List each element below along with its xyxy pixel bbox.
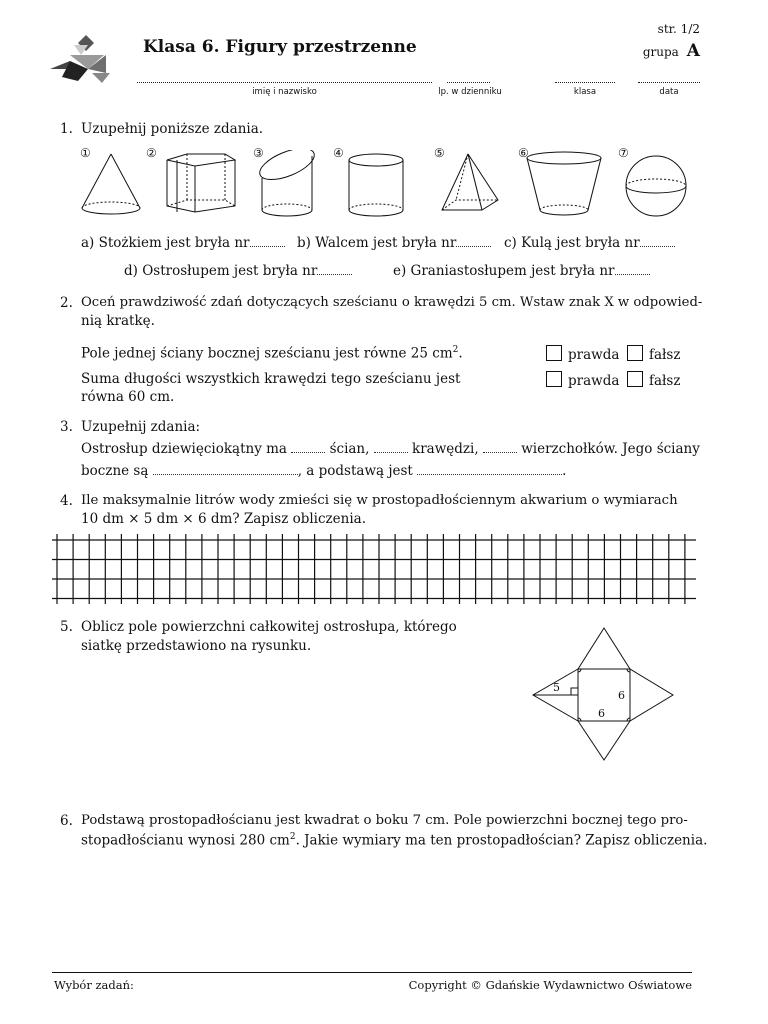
- tangram-logo: [48, 33, 118, 85]
- q2-s2-false-option[interactable]: [627, 371, 680, 389]
- page-number: str. 1/2: [657, 22, 700, 36]
- q3-line-1-a: Ostrosłup dziewięciokątny ma: [81, 441, 287, 457]
- q4-calculation-grid[interactable]: [52, 534, 696, 604]
- solids-figure: [70, 150, 710, 222]
- q5-line-2: siatkę przedstawiono na rysunku.: [81, 638, 312, 654]
- q1-item-e-text: e) Graniastosłupem jest bryła nr: [393, 263, 615, 279]
- q2-s2-true-label: prawda: [568, 373, 620, 389]
- footer-task-selection: Wybór zadań:: [54, 978, 134, 992]
- q1-item-a-text: a) Stożkiem jest bryła nr: [81, 235, 250, 251]
- solid-number-3: ③: [253, 146, 264, 160]
- worksheet-title: Klasa 6. Figury przestrzenne: [143, 37, 417, 57]
- q2-statement-2-line-2: równa 60 cm.: [81, 389, 175, 405]
- q2-statement-1: [81, 345, 463, 362]
- q1-item-c: [504, 234, 675, 251]
- q3-prompt: Uzupełnij zdania:: [81, 419, 201, 435]
- net-label-side-bottom: 6: [598, 707, 605, 720]
- q3-line-1: [81, 440, 700, 457]
- q2-s1-true-label: prawda: [568, 347, 620, 363]
- q1-item-d: [124, 262, 352, 279]
- q3-blank-vertices[interactable]: [483, 440, 517, 453]
- group-indicator: [643, 41, 700, 61]
- q2-statement-1-text: Pole jednej ściany bocznej sześcianu jest równe 25 cm: [81, 345, 453, 362]
- class-number-field-label: lp. w dzienniku: [438, 87, 502, 97]
- net-label-height: 5: [553, 681, 560, 694]
- q6-line-1: Podstawą prostopadłościanu jest kwadrat o boku 7 cm. Pole powierzchni bocznej tego pro-: [81, 813, 688, 828]
- q2-statement-2-line-1: Suma długości wszystkich krawędzi tego sześcianu jest: [81, 371, 461, 387]
- q4-number: 4.: [60, 493, 73, 509]
- q1-item-a: [81, 234, 285, 251]
- q1-item-b-text: b) Walcem jest bryła nr: [297, 235, 457, 251]
- solid-number-5: ⑤: [434, 146, 445, 160]
- solid-number-4: ④: [333, 146, 344, 160]
- solid-number-7: ⑦: [618, 146, 629, 160]
- q3-line-1-b: ścian,: [329, 441, 370, 457]
- q3-blank-faces[interactable]: [291, 440, 325, 453]
- q6-line-2-sup: 2: [289, 832, 296, 842]
- q6-number: 6.: [60, 813, 73, 829]
- q3-line-1-d: wierzchołków. Jego ściany: [521, 441, 700, 457]
- solid-number-6: ⑥: [518, 146, 529, 160]
- class-number-field[interactable]: [447, 82, 490, 83]
- date-field-label: data: [659, 87, 679, 97]
- cylinder-figure: [349, 154, 403, 216]
- pentagonal-prism-figure: [167, 154, 235, 212]
- q1-item-c-text: c) Kulą jest bryła nr: [504, 235, 640, 251]
- group-value: A: [686, 41, 700, 61]
- q5-number: 5.: [60, 619, 73, 635]
- q3-blank-base[interactable]: [417, 462, 562, 475]
- pyramid-net-figure: [525, 624, 680, 764]
- q3-line-1-c: krawędzi,: [412, 441, 479, 457]
- q1-item-b: [297, 234, 491, 251]
- q6-line-2-b: . Jakie wymiary ma ten prostopadłościan? Zapisz obliczenia.: [295, 832, 708, 849]
- q3-line-2-c: .: [562, 463, 567, 479]
- q5-line-1: Oblicz pole powierzchni całkowitej ostrosłupa, którego: [81, 619, 457, 635]
- date-field[interactable]: [638, 82, 700, 83]
- q3-line-2: [81, 462, 566, 479]
- q2-s1-false-label: fałsz: [649, 347, 681, 363]
- q2-statement-1-end: .: [458, 345, 463, 362]
- q2-s1-true-option[interactable]: [546, 345, 619, 363]
- q2-s2-false-checkbox[interactable]: [627, 371, 643, 387]
- group-label: grupa: [642, 45, 679, 59]
- q2-s2-true-option[interactable]: [546, 371, 619, 389]
- q1-prompt: Uzupełnij poniższe zdania.: [81, 121, 264, 137]
- q2-number: 2.: [60, 295, 73, 311]
- q3-blank-side-faces[interactable]: [153, 462, 298, 475]
- q2-line-2: nią kratkę.: [81, 313, 155, 329]
- q1-answer-a[interactable]: [250, 234, 285, 247]
- q1-answer-e[interactable]: [615, 262, 650, 275]
- q2-s1-false-checkbox[interactable]: [627, 345, 643, 361]
- sphere-figure: [626, 156, 686, 216]
- q2-s2-true-checkbox[interactable]: [546, 371, 562, 387]
- q2-s1-false-option[interactable]: [627, 345, 680, 363]
- q1-answer-d[interactable]: [317, 262, 352, 275]
- cut-cylinder-figure: [256, 150, 319, 216]
- q6-line-2: [81, 832, 707, 849]
- class-field[interactable]: [555, 82, 615, 83]
- q2-s2-false-label: fałsz: [649, 373, 681, 389]
- name-field[interactable]: [137, 82, 432, 83]
- q1-item-d-text: d) Ostrosłupem jest bryła nr: [124, 263, 318, 279]
- footer-rule: [52, 972, 692, 973]
- pyramid-figure: [442, 154, 498, 210]
- q3-line-2-a: boczne są: [81, 463, 149, 479]
- net-label-side-right: 6: [618, 689, 625, 702]
- q4-line-1: Ile maksymalnie litrów wody zmieści się w prostopadłościennym akwarium o wymiarach: [81, 493, 678, 508]
- q3-blank-edges[interactable]: [374, 440, 408, 453]
- q4-line-2: 10 dm × 5 dm × 6 dm? Zapisz obliczenia.: [81, 511, 367, 527]
- q1-item-e: [393, 262, 650, 279]
- q2-s1-true-checkbox[interactable]: [546, 345, 562, 361]
- q1-answer-c[interactable]: [640, 234, 675, 247]
- name-field-label: imię i nazwisko: [252, 87, 317, 97]
- solid-number-2: ②: [146, 146, 157, 160]
- cone-figure: [82, 154, 140, 214]
- solid-number-1: ①: [80, 146, 91, 160]
- q1-number: 1.: [60, 121, 73, 137]
- truncated-cone-figure: [527, 152, 601, 215]
- footer-copyright: Copyright © Gdańskie Wydawnictwo Oświatowe: [408, 978, 692, 992]
- q3-line-2-b: , a podstawą jest: [297, 463, 413, 479]
- class-field-label: klasa: [573, 87, 597, 97]
- q6-line-2-a: stopadłościanu wynosi 280 cm: [81, 832, 290, 849]
- q2-statement-1-sup: 2: [452, 345, 459, 355]
- q3-number: 3.: [60, 419, 73, 435]
- q2-line-1: Oceń prawdziwość zdań dotyczących sześcianu o krawędzi 5 cm. Wstaw znak X w odpowied-: [81, 295, 703, 310]
- q1-answer-b[interactable]: [456, 234, 491, 247]
